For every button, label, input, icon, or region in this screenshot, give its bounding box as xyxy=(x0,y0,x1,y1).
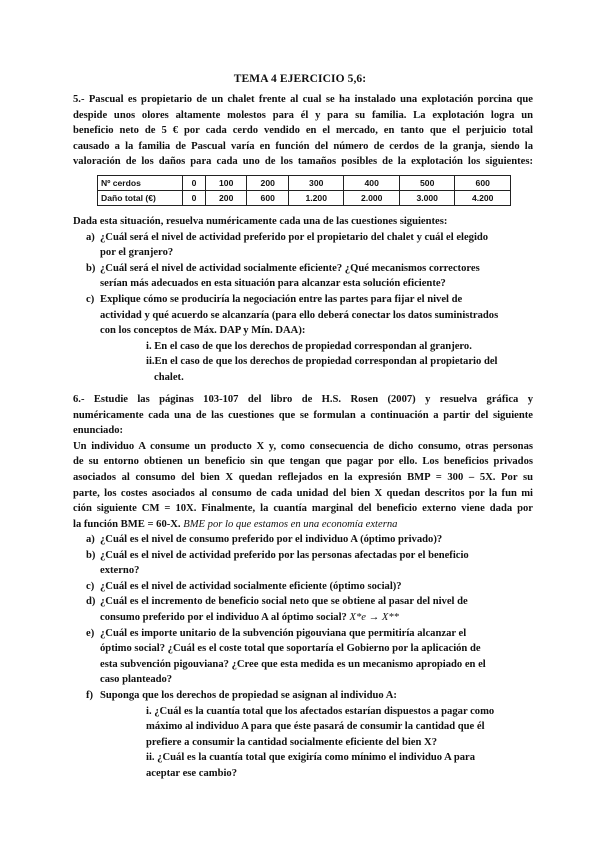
text-line: Suponga que los derechos de propiedad se asignan al individuo A: xyxy=(100,689,397,701)
table-row xyxy=(98,191,511,206)
text-line: ¿Cuál será el nivel de actividad socialmente eficiente? ¿Qué mecanismos correctores xyxy=(100,262,480,274)
list-item xyxy=(73,626,533,688)
text-bold: consumo preferido por el individuo A al óptimo social? xyxy=(100,611,347,623)
damage-table xyxy=(97,175,511,206)
list-item xyxy=(73,579,533,595)
text-line: ¿Cuál será el nivel de actividad preferido por el propietario del chalet y cuál el elegido xyxy=(100,231,489,243)
text-line: 5.- Pascual es propietario de un chalet frente al cual se ha instalado una explotación porcina que xyxy=(73,94,533,105)
item-label: d) xyxy=(86,596,96,608)
questions-lead: Dada esta situación, resuelva numéricamente cada una de las cuestiones siguientes: xyxy=(73,216,448,227)
exercise-5-statement xyxy=(73,92,533,170)
text-line: beneficio neto de 5 € por cada cerdo vendido en el mercado, en tanto que el perjuicio total xyxy=(73,125,533,137)
table-cell: 500 xyxy=(399,176,454,191)
text-line: Explique cómo se produciría la negociación entre las partes para fijar el nivel de xyxy=(100,293,463,305)
text-line: de su entorno obtienen un beneficio sin que tengan que pagar por ello. Los beneficios privados xyxy=(73,456,533,468)
text-line: ¿Cuál es el incremento de beneficio social neto que se obtiene al pasar del nivel de xyxy=(100,596,468,608)
table-cell: 3.000 xyxy=(399,191,454,206)
text-line: 6.- Estudie las páginas 103-107 del libro de H.S. Rosen (2007) y resuelva gráfica y xyxy=(73,394,533,405)
table-cell: Daño total (€) xyxy=(98,191,183,206)
exercise-6-statement xyxy=(73,392,533,532)
text-line xyxy=(100,610,533,626)
text-line: parte, los costes asociados al consumo de cada unidad del bien X quedan descritos por la fun mi xyxy=(73,487,533,499)
table-cell: 2.000 xyxy=(344,191,399,206)
table-cell: 4.200 xyxy=(455,191,511,206)
page-title: TEMA 4 EJERCICIO 5,6: xyxy=(233,73,367,85)
list-item xyxy=(73,261,533,292)
text-italic: BME por lo que estamos en una economía externa xyxy=(183,518,398,530)
text-line xyxy=(73,517,533,533)
text-line: ¿Cuál es el nivel de consumo preferido por el individuo A (óptimo privado)? xyxy=(100,534,443,545)
table-cell: 0 xyxy=(183,176,206,191)
text-line: caso planteado? xyxy=(100,674,173,686)
text-line: i. En el caso de que los derechos de propiedad correspondan al granjero. xyxy=(146,340,472,352)
sub-item xyxy=(73,354,533,385)
text-line: máximo al individuo A para que éste pasará de consumir la cantidad que él xyxy=(146,721,485,733)
table-cell: 400 xyxy=(344,176,399,191)
text-italic: X*e → X** xyxy=(349,611,399,623)
text-line: asociados al consumo del bien X quedan reflejados en la expresión BMP = 300 – 5X. Por su xyxy=(73,471,533,483)
text-bold: la función BME = 60-X. xyxy=(73,518,181,530)
item-label: a) xyxy=(86,534,95,545)
item-label: c) xyxy=(86,580,95,592)
text-line: ¿Cuál es el nivel de actividad preferido por las personas afectadas por el beneficio xyxy=(100,549,469,561)
text-line: óptimo social? ¿Cuál es el coste total que soportaría el Gobierno por la aplicación de xyxy=(100,643,481,655)
text-line: ii.En el caso de que los derechos de propiedad correspondan al propietario del xyxy=(146,356,498,368)
text-line: enunciado: xyxy=(73,425,124,437)
table-cell: 600 xyxy=(247,191,289,206)
exercise-5-questions xyxy=(73,214,533,386)
list-item xyxy=(73,548,533,579)
text-line: ii. ¿Cuál es la cuantía total que exigiría como mínimo el individuo A para xyxy=(146,752,476,764)
text-line: ¿Cuál es importe unitario de la subvención pigouviana que permitiría alcanzar el xyxy=(100,627,467,639)
table-cell: 200 xyxy=(247,176,289,191)
item-label: e) xyxy=(86,627,95,639)
list-item xyxy=(73,292,533,339)
text-line: Un individuo A consume un producto X y, como consecuencia de dicho consumo, otras personas xyxy=(73,440,533,452)
list-item xyxy=(73,594,533,625)
text-line: despide unos olores altamente molestos para él y para su familia. La explotación logra un xyxy=(73,109,533,121)
item-label: f) xyxy=(86,689,94,701)
list-item xyxy=(73,532,533,548)
item-label: b) xyxy=(86,262,96,274)
text-line: causado a la familia de Pascual varía en función del número de cerdos de la granja, siendo la xyxy=(73,140,533,152)
table-cell: 100 xyxy=(205,176,247,191)
text-line: ción siguiente CM = 10X. Finalmente, la cuantía marginal del beneficio externo viene dada por xyxy=(73,503,533,515)
text-line: esta subvención pigouviana? ¿Cree que esta medida es un mecanismo apropiado en el xyxy=(100,658,486,670)
sub-item xyxy=(73,704,533,751)
text-line: i. ¿Cuál es la cuantía total que los afectados estarían dispuestos a pagar como xyxy=(146,705,495,717)
table-cell: 300 xyxy=(288,176,343,191)
list-item xyxy=(73,230,533,261)
sub-item xyxy=(73,750,533,781)
exercise-6-questions xyxy=(73,532,533,782)
text-line: actividad y qué acuerdo se alcanzaría (para ello deberá conectar los datos suministrados xyxy=(100,309,499,321)
text-line: chalet. xyxy=(154,371,184,383)
text-line: ¿Cuál es el nivel de actividad socialmente eficiente (óptimo social)? xyxy=(100,580,402,592)
text-line: serían más adecuados en esta situación para alcanzar esta solución eficiente? xyxy=(100,278,446,290)
text-line: por el granjero? xyxy=(100,247,174,259)
list-item xyxy=(73,688,533,704)
table-cell: 0 xyxy=(183,191,206,206)
table-cell: 1.200 xyxy=(288,191,343,206)
text-line: valoración de los daños para cada uno de los tamaños posibles de la explotación los siguientes: xyxy=(73,156,533,168)
text-line: con los conceptos de Máx. DAP y Mín. DAA): xyxy=(100,325,306,337)
table-row xyxy=(98,176,511,191)
item-label: b) xyxy=(86,549,96,561)
text-line: externo? xyxy=(100,565,140,577)
table-cell: Nº cerdos xyxy=(98,176,183,191)
table-cell: 600 xyxy=(455,176,511,191)
text-line: prefiere a consumir la cantidad socialmente eficiente del bien X? xyxy=(146,736,437,748)
item-label: c) xyxy=(86,293,95,305)
sub-item xyxy=(73,339,533,355)
text-line: numéricamente cada una de las cuestiones que se formulan a continuación a partir del siguiente xyxy=(73,409,533,421)
text-line: aceptar ese cambio? xyxy=(146,767,238,779)
table-cell: 200 xyxy=(205,191,247,206)
item-label: a) xyxy=(86,231,95,243)
